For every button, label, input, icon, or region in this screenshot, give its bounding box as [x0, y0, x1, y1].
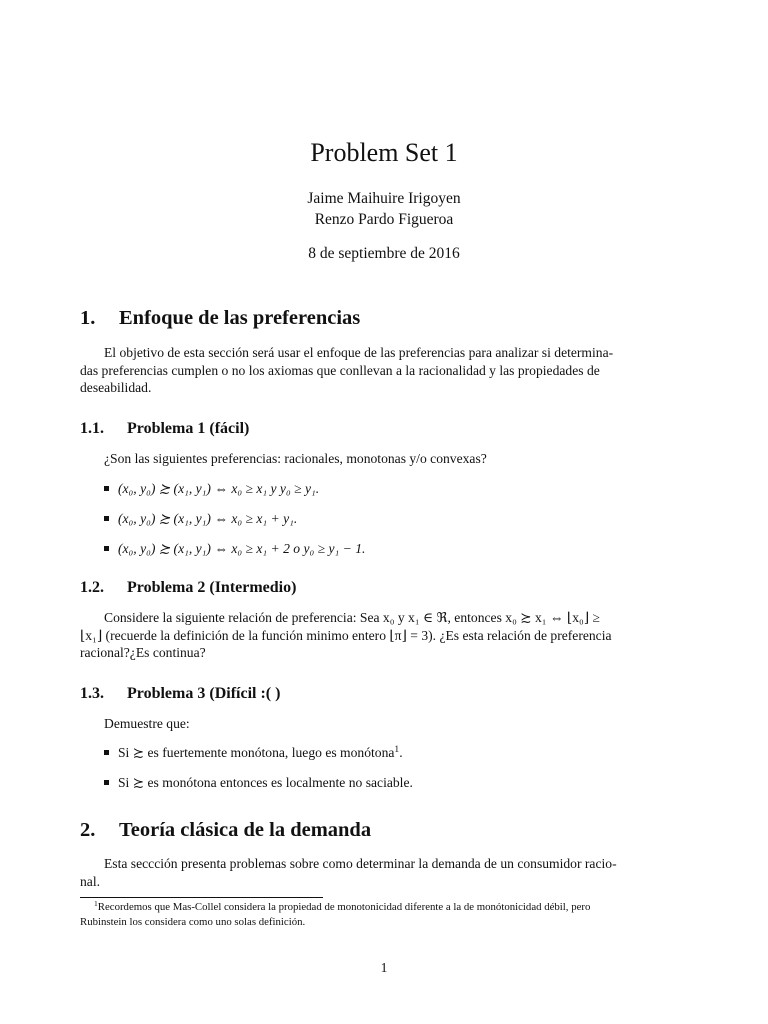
- bullet-icon: [104, 750, 109, 755]
- question-text: Demuestre que:: [104, 716, 190, 731]
- document-title: Problem Set 1: [310, 138, 458, 167]
- section-intro-paragraph: [80, 344, 688, 397]
- subsection-title: Problema 1 (fácil): [127, 420, 250, 437]
- subsection-heading: [80, 418, 249, 440]
- paragraph-line: Considere la siguiente relación de preferencia: Sea x₀ y x₁ ∈ ℜ, entonces x₀ ≿ x₁ ⇔ ⌊x₀⌋ ≥: [104, 610, 600, 625]
- paragraph-line: deseabilidad.: [80, 380, 152, 395]
- footnote-marker: 1: [94, 898, 98, 908]
- footnote-marker: 1: [394, 744, 400, 755]
- question-text: ¿Son las siguientes preferencias: racionales, monotonas y/o convexas?: [104, 451, 487, 466]
- subsection-heading: [80, 683, 280, 705]
- subsection-heading: [80, 577, 296, 599]
- bullet-icon: [104, 780, 109, 785]
- list-item: Si ≿ es monótona entonces es localmente no saciable.: [104, 774, 413, 792]
- section-number: 1.: [80, 307, 96, 329]
- bullet-icon: [104, 486, 109, 491]
- paragraph-line: El objetivo de esta sección será usar el enfoque de las preferencias para analizar si determina-: [104, 345, 614, 360]
- bullet-icon: [104, 546, 109, 551]
- footnote: [80, 900, 688, 929]
- subsection-number: 1.1.: [80, 420, 104, 437]
- section-heading: [80, 816, 371, 844]
- footnote-divider: [80, 897, 323, 898]
- subsection-title: Problema 2 (Intermedio): [127, 579, 297, 596]
- section-heading: [80, 304, 360, 332]
- paragraph-line: Esta seccción presenta problemas sobre como determinar la demanda de un consumidor racio-: [104, 856, 617, 871]
- subsection-number: 1.3.: [80, 685, 104, 702]
- subsection-number: 1.2.: [80, 579, 104, 596]
- author-list: [0, 188, 768, 230]
- list-item: (x₀, y₀) ≿ (x₁, y₁) ⇔ x₀ ≥ x₁ + y₁.: [104, 510, 297, 528]
- list-item: Si ≿ es fuertemente monótona, luego es monótona$^1$.: [104, 744, 403, 762]
- section-number: 2.: [80, 819, 96, 841]
- section-intro-paragraph: [80, 855, 688, 890]
- document-date: 8 de septiembre de 2016: [308, 245, 460, 262]
- author-name: Renzo Pardo Figueroa: [314, 211, 454, 228]
- footnote-line: $^1$Recordemos que Mas-Collel considera la propiedad de monotonicidad diferente a la de monótonicidad débil, pero: [94, 898, 591, 913]
- section-title: Enfoque de las preferencias: [119, 307, 361, 329]
- problem-paragraph: [80, 609, 688, 662]
- section-title: Teoría clásica de la demanda: [119, 819, 372, 841]
- list-item: (x₀, y₀) ≿ (x₁, y₁) ⇔ x₀ ≥ x₁ y y₀ ≥ y₁.: [104, 480, 319, 498]
- bullet-icon: [104, 516, 109, 521]
- author-name: Jaime Maihuire Irigoyen: [307, 190, 461, 207]
- paragraph-line: ⌊x₁⌋ (recuerde la definición de la función minimo entero ⌊π⌋ = 3). ¿Es esta relación de preferencia: [80, 627, 612, 643]
- page-number: 1: [380, 960, 388, 975]
- paragraph-line: nal.: [80, 873, 101, 889]
- paragraph-line: das preferencias cumplen o no los axiomas que conllevan a la racionalidad y las propiedades de: [80, 362, 600, 378]
- paragraph-line: racional?¿Es continua?: [80, 645, 206, 660]
- footnote-line: Rubinstein los considera como uno solas definición.: [80, 915, 306, 928]
- list-item: (x₀, y₀) ≿ (x₁, y₁) ⇔ x₀ ≥ x₁ + 2 o y₀ ≥ y₁ − 1.: [104, 540, 365, 558]
- subsection-title: Problema 3 (Difícil :( ): [127, 685, 281, 702]
